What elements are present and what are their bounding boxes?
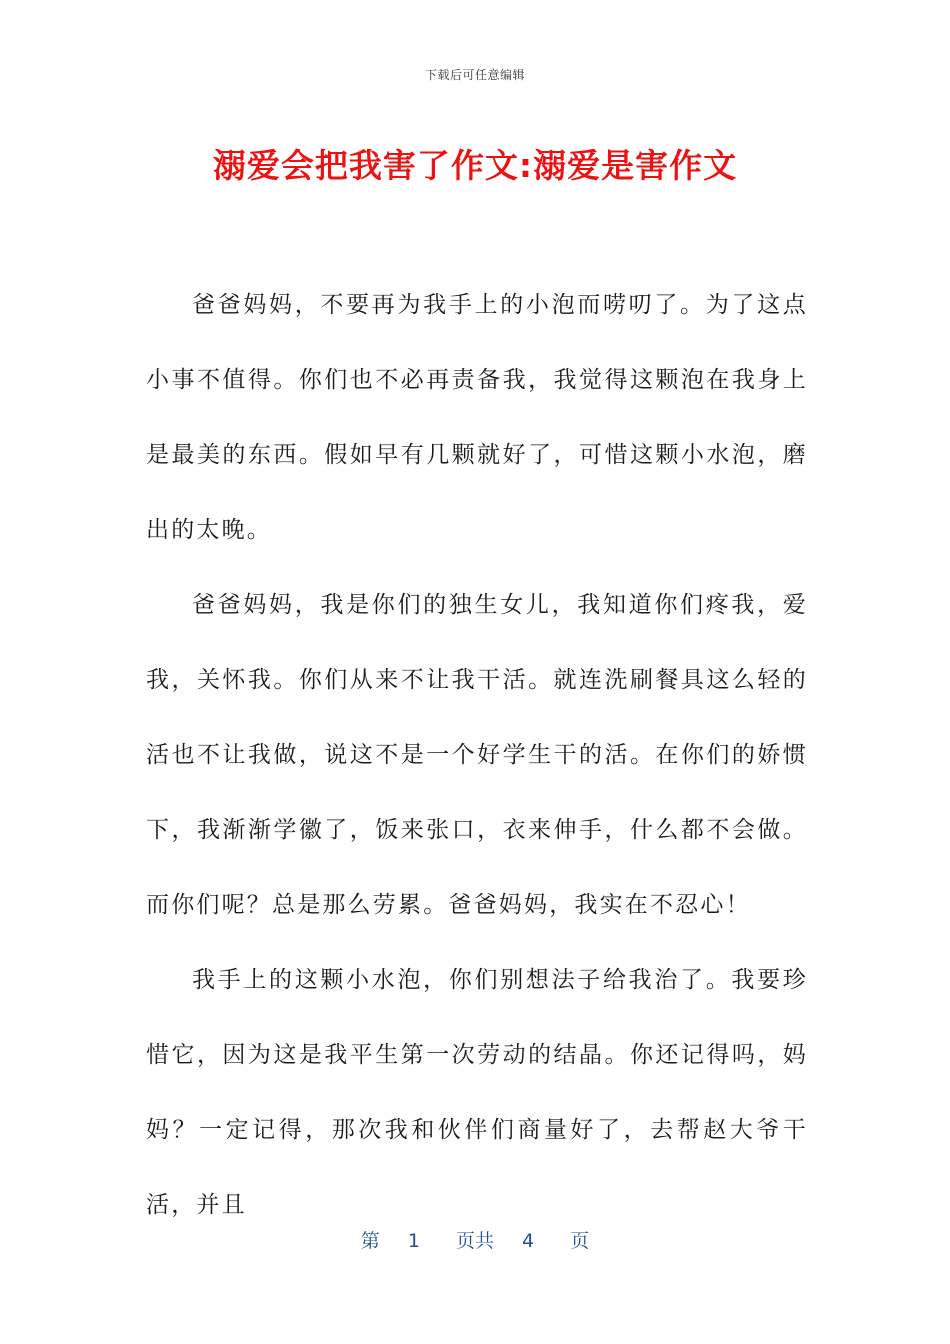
page-label-prefix: 第 — [360, 1230, 380, 1252]
current-page-number: 1 — [407, 1230, 420, 1252]
page-label-suffix: 页 — [570, 1230, 590, 1252]
document-title: 溺爱会把我害了作文:溺爱是害作文 — [212, 146, 738, 185]
paragraph: 我手上的这颗小水泡，你们别想法子给我治了。我要珍惜它，因为这是我平生第一次劳动的结晶。你还记得吗，妈妈？一定记得，那次我和伙伴们商量好了，去帮赵大爷干活，并且 — [146, 967, 808, 1218]
paragraph: 爸爸妈妈，不要再为我手上的小泡而唠叨了。为了这点小事不值得。你们也不必再责备我，我觉得这颗泡在我身上是最美的东西。假如早有几颗就好了，可惜这颗小水泡，磨出的太晚。 — [146, 292, 808, 543]
total-pages-number: 4 — [522, 1230, 535, 1252]
document-body — [146, 268, 808, 1243]
header-note: 下载后可任意编辑 — [424, 68, 525, 82]
paragraph: 爸爸妈妈，我是你们的独生女儿，我知道你们疼我，爱我，关怀我。你们从来不让我干活。就连洗刷餐具这么轻的活也不让我做，说这不是一个好学生干的活。在你们的娇惯下，我渐渐学徽了，饭来张口，衣来伸手，什么都不会做。而你们呢？总是那么劳累。爸爸妈妈，我实在不忍心！ — [146, 592, 808, 918]
page-label-mid: 页共 — [455, 1230, 494, 1252]
page-footer — [0, 1226, 950, 1253]
